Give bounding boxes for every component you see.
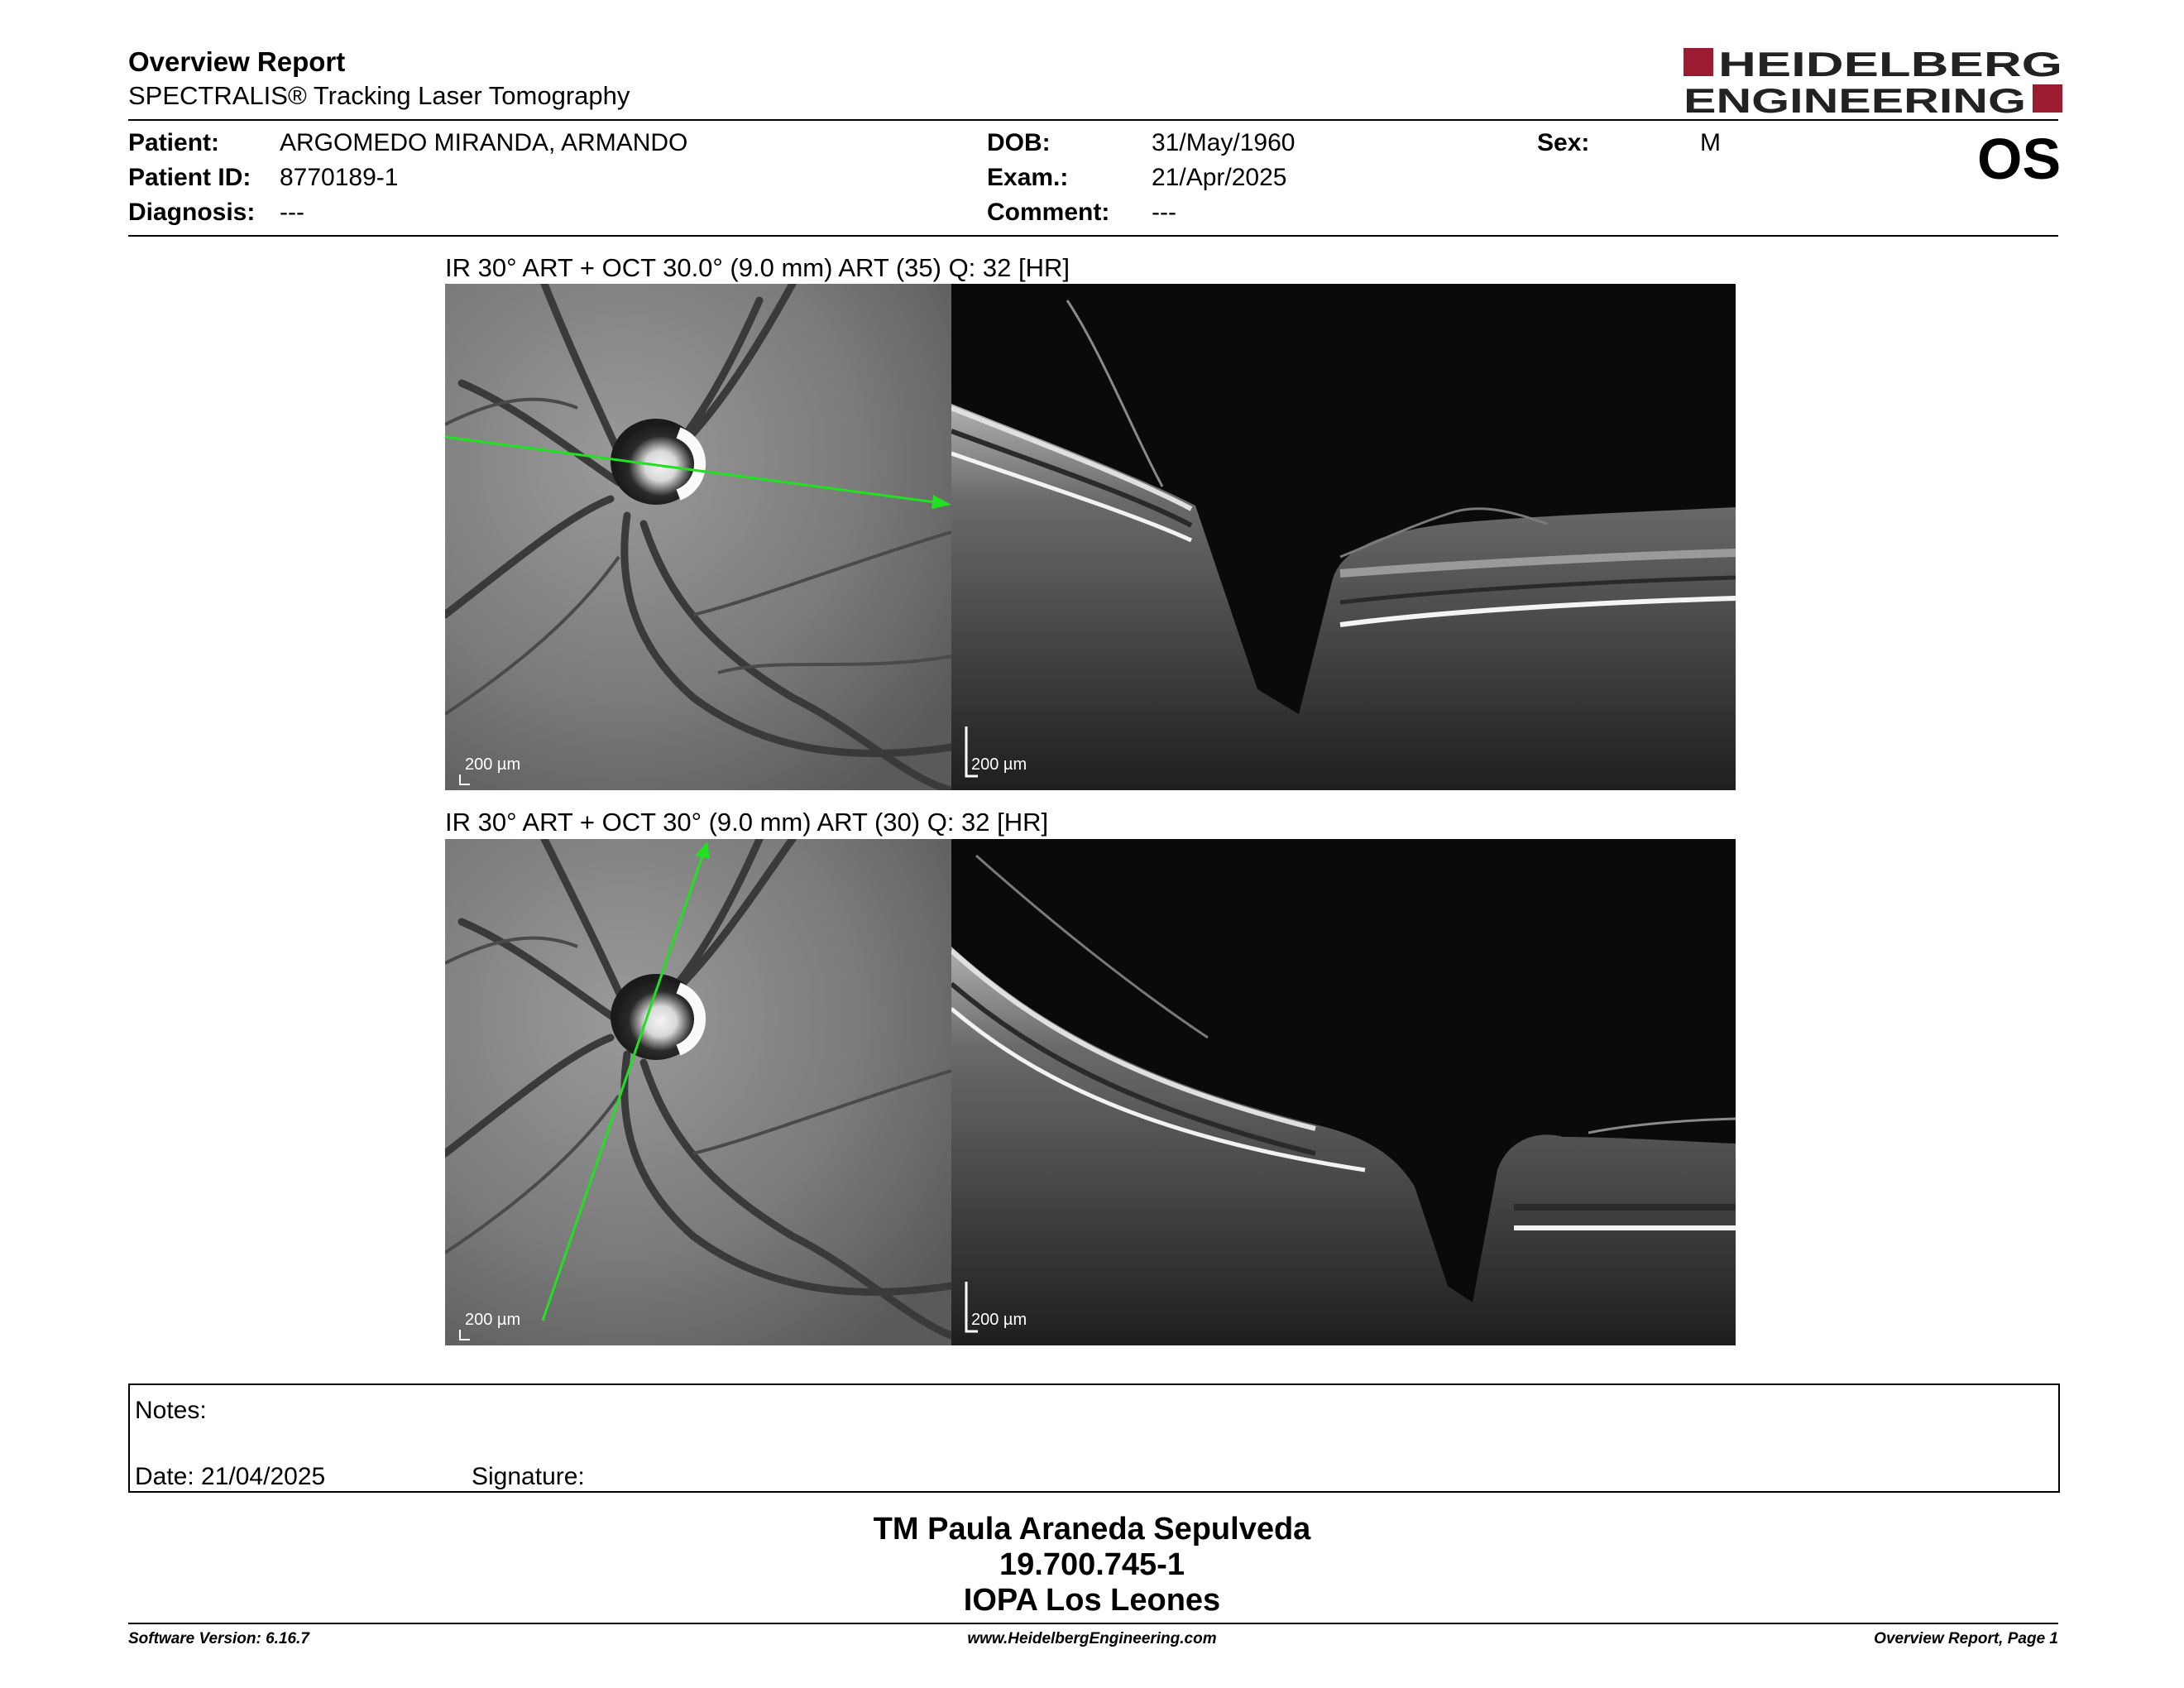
footer-rule [128,1623,2058,1624]
ir-scale-label-2: 200 µm [465,1311,521,1329]
page-indicator: Overview Report, Page 1 [1874,1630,2058,1647]
ir-fundus-image-1 [445,284,951,790]
header-rule [128,119,2058,121]
heidelberg-logo [1684,46,2064,116]
exam-value: 21/Apr/2025 [1152,164,1287,191]
signature-label: Signature: [472,1463,585,1490]
patient-name: ARGOMEDO MIRANDA, ARMANDO [280,129,688,156]
scan-1-title: IR 30° ART + OCT 30.0° (9.0 mm) ART (35) Q: 32 [HR] [445,253,1070,282]
patient-id-label: Patient ID: [128,164,251,191]
logo-line2: ENGINEERING [1684,81,2026,116]
diagnosis-label: Diagnosis: [128,199,256,226]
ir-fundus-image-2 [445,839,951,1345]
logo-red-block-bottom [2033,84,2062,113]
patient-rule [128,235,2058,237]
notes-label: Notes: [135,1397,207,1424]
oct-bscan-image-2 [951,839,1736,1345]
exam-label: Exam.: [987,164,1069,191]
logo-red-block-top [1684,48,1713,76]
dob-label: DOB: [987,129,1051,156]
signer-name: TM Paula Araneda Sepulveda [873,1512,1311,1547]
signer-id: 19.700.745-1 [999,1547,1185,1582]
report-subtitle: SPECTRALIS® Tracking Laser Tomography [128,81,630,110]
patient-label: Patient: [128,129,220,156]
oct-scale-label-1: 200 µm [971,755,1027,774]
software-version: Software Version: 6.16.7 [128,1630,309,1647]
patient-id: 8770189-1 [280,164,399,191]
date-label: Date: 21/04/2025 [135,1463,326,1490]
ir-scale-label-1: 200 µm [465,755,521,774]
diagnosis-value: --- [280,199,304,226]
notes-box[interactable] [128,1383,2060,1493]
comment-value: --- [1152,199,1176,226]
oct-scale-label-2: 200 µm [971,1311,1027,1329]
comment-label: Comment: [987,199,1110,226]
signer-institution: IOPA Los Leones [963,1583,1221,1618]
report-title: Overview Report [128,46,346,77]
oct-bscan-image-1 [951,284,1736,790]
sex-label: Sex: [1537,129,1590,156]
eye-indicator: OS [1977,127,2062,191]
logo-line1: HEIDELBERG [1718,46,2062,84]
website-link[interactable]: www.HeidelbergEngineering.com [967,1630,1217,1647]
dob-value: 31/May/1960 [1152,129,1296,156]
scan-2-title: IR 30° ART + OCT 30° (9.0 mm) ART (30) Q: 32 [HR] [445,808,1049,837]
sex-value: M [1700,129,1721,156]
